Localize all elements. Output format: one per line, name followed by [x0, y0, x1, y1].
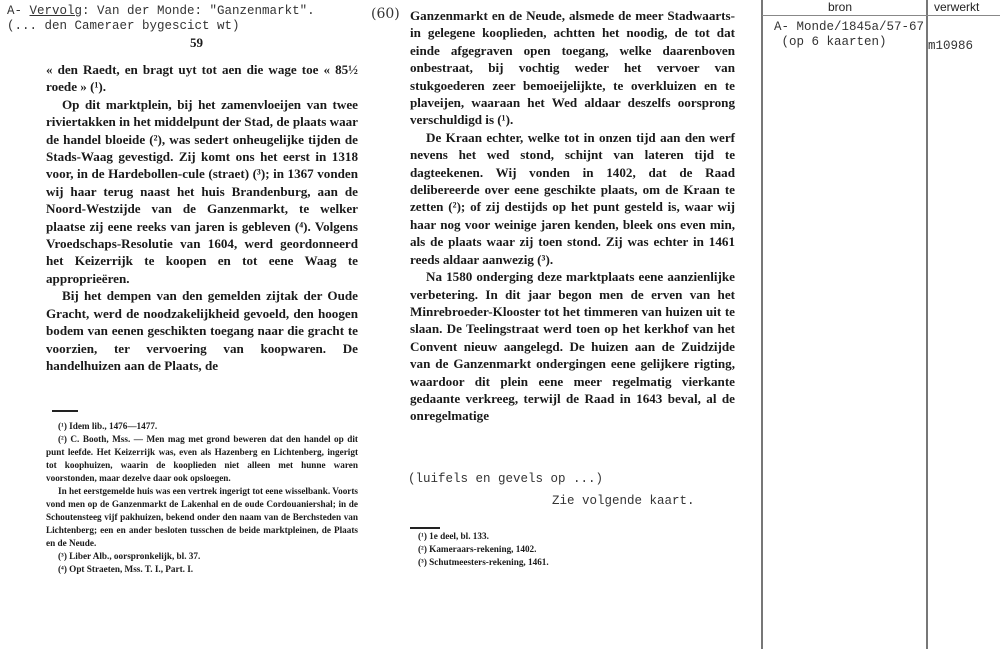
footnote-rule: [52, 410, 78, 412]
card-header-rule: [762, 15, 1000, 16]
left-page-body: [46, 61, 358, 374]
footnote-rule: [410, 527, 440, 529]
footnote: (²) Kameraars-rekening, 1402.: [418, 544, 537, 554]
right-page-body: [410, 7, 735, 425]
bron-reference: A- Monde/1845a/57-67: [774, 20, 925, 34]
paragraph: Na 1580 onderging deze marktplaats eene aanzienlijke verbetering. In dit jaar begon men de erven van het Minrebroeder-Klooster tot het timmeren van huizen uit te slaan. De Teelingstraat werd toen op het kerkhof van het Convent nieuw aangelegd. De huizen aan de Zuidzijde van de Ganzenmarkt ondergingen eene gelijkere rigting, waardoor dit plein eene meer regelmatig vierkante gedaante verkreeg, terwijl de Raad in 1643 beval, al de onregelmatige: [410, 269, 735, 424]
paragraph: Bij het dempen van den gemelden zijtak der Oude Gracht, werd de noodzakelijkheid gevoeld, den hoogen bodem van eenen geschikten toegang naar die gracht te voorzien, ter vervoering van koopwaren. De handelhuizen aan de Plaats, de: [46, 288, 358, 373]
paragraph: Op dit marktplein, bij het zamenvloeijen van twee riviertakken in het middelpunt der Stad, de plaats waar de handel bloeide (²), was sedert onheugelijke tijden de Stads-Waag gevestigd. Zij komt ons het eerst in 1318 voor, in de Hardebollen-cule (straet) (³); in 1367 vonden wij haar terug naast het huis Brandenburg, aan de Noord-Westzijde van de Ganzenmarkt, te welker plaatse zij eene reeks van jaren is gebleven (⁴). Volgens Vroedschaps-Resolutie van 1604, werd geordonneerd het Keizerrijk te koopen en tot eene Waag te approprieëren.: [46, 96, 358, 286]
footnote: In het eerstgemelde huis was een vertrek ingerigt tot eene wisselbank. Voorts vond men op de Ganzenmarkt de Lakenhal en de oude Cordouaniershal; in de Schoutensteeg vijf pakhuizen, bekend onder den naam van de Berchsteden van Lichtenberg; een en ander besloten tusschen de beide marktpleinen, de Plaats en de Neude.: [46, 486, 358, 548]
paragraph: « den Raedt, en bragt uyt tot aen die wage toe « 85½ roede » (¹).: [46, 62, 358, 95]
footnote: (³) Schutmeesters-rekening, 1461.: [418, 557, 549, 567]
typed-next-card: Zie volgende kaart.: [552, 494, 695, 508]
right-footnotes: [418, 530, 668, 569]
footnote: (⁴) Opt Straeten, Mss. T. I., Part. I.: [58, 564, 194, 574]
page-number-left: 59: [190, 35, 203, 50]
header-subtitle: (... den Cameraer bygescict wt): [7, 19, 240, 33]
typed-continuation: (luifels en gevels op ...): [408, 472, 604, 486]
column-header-verwerkt: verwerkt: [934, 0, 980, 14]
footnote: (²) C. Booth, Mss. — Men mag met grond beweren dat den handel op dit punt leefde. Het Keizerrijk was, even als Hazenberg en Lichtenberg, ingerigt tot koophuizen, waarin de kooplieden niet alleen met hunne waren voorstonden, maar dezelve daar ook opsloegen.: [46, 434, 358, 483]
verwerkt-value: m10986: [928, 39, 974, 53]
footnote: (¹) Idem lib., 1476—1477.: [58, 421, 158, 431]
header-vervolg: Vervolg: [29, 4, 83, 18]
page-marker-right: (60): [371, 6, 400, 22]
bron-note: (op 6 kaarten): [774, 35, 887, 49]
card-column-divider: [926, 0, 928, 649]
left-footnotes: [46, 420, 358, 576]
header-rest: : Van der Monde: "Ganzenmarkt".: [82, 4, 315, 18]
paragraph: De Kraan echter, welke tot in onzen tijd aan den werf nevens het wed stond, schijnt van lateren tijd te dagteekenen. Wij vonden in 1402, dat de Raad delibereerde over eene geschikte plaats, om de Kraan te zetten (²); of zij destijds op het punt gesteld is, waar wij haar nog voor weinige jaren kenden, bleek ons even min, als de plaats waar zij toen stond. Zij was echter in 1461 reeds aldaar aanwezig (³).: [410, 129, 735, 267]
paragraph: Ganzenmarkt en de Neude, alsmede de meer Stadwaarts-in gelegene kooplieden, achtten het noodig, de tot dat einde afgegraven open toegang, welke daarenboven onbestraat, bij vochtig weder het vervoer van stukgoederen zeer bemoeijelijkte, te overkluizen en te plaveijen, waaraan het Wed aldaar deszelfs oorsprong verschuldigd is (¹).: [410, 8, 735, 128]
header-title: [7, 4, 315, 18]
footnote: (³) Liber Alb., oorspronkelijk, bl. 37.: [58, 551, 201, 561]
header-prefix: A-: [7, 4, 30, 18]
footnote: (¹) 1e deel, bl. 133.: [418, 531, 489, 541]
column-header-bron: bron: [828, 0, 853, 14]
card-column-divider: [761, 0, 763, 649]
